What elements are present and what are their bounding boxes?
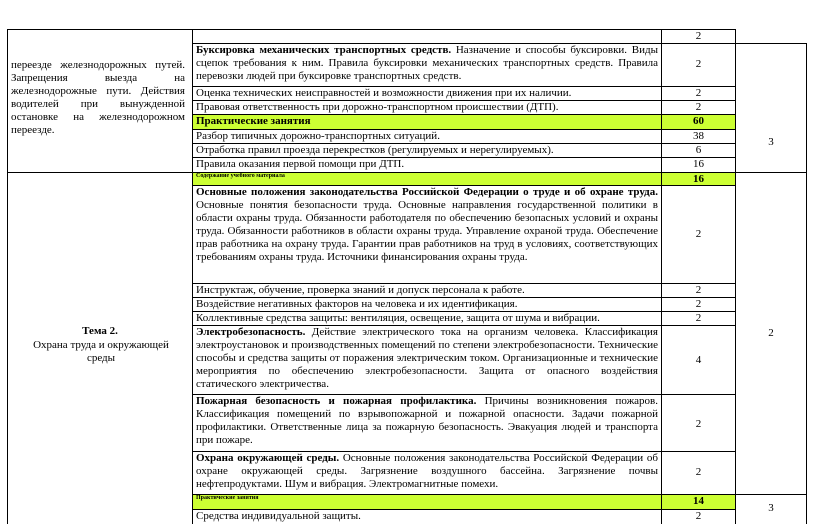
tech-faults-hours: 2	[695, 87, 702, 99]
towing-topic: Буксировка механических транспортных средств. Назначение и способы буксировки. Виды сцепок требования к ним. Правила буксировки механических транспортных средств. Правила перевозки людей при буксировке транспортных средств.	[196, 44, 658, 82]
practical-label-1: Практические занятия	[196, 115, 311, 127]
environment-hours: 2	[695, 466, 702, 478]
practice-item-3: Правила оказания первой помощи при ДТП.	[196, 158, 405, 170]
labor-law-topic: Основные положения законодательства Российской Федерации о труде и об охране труда. Основные понятия безопасности труда. Основные направления государственной политики в области охраны труда. Обязанности работодателя по обеспечению безопасных условий и охраны труда. Обязанности работников в области охраны труда. Управление охраной труда. Обеспечение прав работника на охрану труда. Гарантии прав работников на труд в условиях, соответствующих требованиям охраны труда. Источники финансирования охраны труда.	[196, 186, 658, 263]
topic1-continued-text: переезде железнодорожных путей. Запрещения выезда на железнодорожные пути. Действия водителей при вынужденной остановке на железнодорожном переезде.	[11, 59, 185, 136]
fire-safety-topic: Пожарная безопасность и пожарная профилактика. Причины возникновения пожаров. Классификация помещений по взрывопожарной и пожарной опасности. Задачи пожарной профилактики. Ответственные лица за пожарную безопасность. Эвакуация людей и транспорта при пожаре.	[196, 395, 658, 446]
labor-law-hours: 2	[695, 228, 702, 240]
ppe-hours: 2	[695, 510, 702, 522]
collective-protection-hours: 2	[695, 312, 702, 324]
practice-item-1-hours: 38	[693, 130, 704, 142]
ppe-topic: Средства индивидуальной защиты.	[196, 510, 361, 522]
practical-hours-2: 14	[693, 495, 704, 507]
tech-faults-topic: Оценка технических неисправностей и возможности движения при их наличии.	[196, 87, 572, 99]
environment-topic: Охрана окружающей среды. Основные положения законодательства Российской Федерации об охране окружающей среды. Загрязнение воздушного бассейна. Загрязнение почвы нефтепродуктами. Шум и вибрация. Электромагнитные помехи.	[196, 452, 658, 490]
content-label: Содержание учебного материала	[196, 173, 285, 179]
practice-item-1: Разбор типичных дорожно-транспортных ситуаций.	[196, 130, 440, 142]
practice-item-3-hours: 16	[693, 158, 704, 170]
practical-label-2: Практические занятия	[196, 495, 259, 501]
instruction-topic: Инструктаж, обучение, проверка знаний и допуск персонала к работе.	[196, 284, 525, 296]
topic2-name: Охрана труда и окружающей среды	[33, 339, 169, 364]
negative-factors-hours: 2	[695, 298, 702, 310]
fire-safety-hours: 2	[695, 418, 702, 430]
level-top: 3	[768, 136, 774, 148]
legal-liability-topic: Правовая ответственность при дорожно-транспортном происшествии (ДТП).	[196, 101, 559, 113]
legal-liability-hours: 2	[695, 101, 702, 113]
practice-item-2: Отработка правил проезда перекрестков (регулируемых и нерегулируемых).	[196, 144, 554, 156]
level-middle: 2	[768, 327, 774, 339]
practice-item-2-hours: 6	[695, 144, 702, 156]
content-hours: 16	[693, 173, 704, 185]
negative-factors-topic: Воздействие негативных факторов на человека и их идентификация.	[196, 298, 518, 310]
collective-protection-topic: Коллективные средства защиты: вентиляция, освещение, защита от шума и вибрации.	[196, 312, 600, 324]
towing-hours: 2	[695, 58, 702, 70]
electrical-safety-hours: 4	[695, 354, 702, 366]
instruction-hours: 2	[695, 284, 702, 296]
column-number-header: 2	[695, 30, 702, 42]
electrical-safety-topic: Электробезопасность. Действие электрического тока на организм человека. Классификация электроустановок и производственных помещений по степени электробезопасности. Технические способы и средства защиты от поражения электрическим током. Организационные и технические мероприятия по обеспечению электробезопасности. Защита от опасного воздействия статического электричества.	[196, 326, 658, 390]
level-bottom: 3	[768, 502, 774, 514]
topic2-title: Тема 2.	[82, 325, 118, 337]
practical-hours-1: 60	[693, 115, 704, 127]
